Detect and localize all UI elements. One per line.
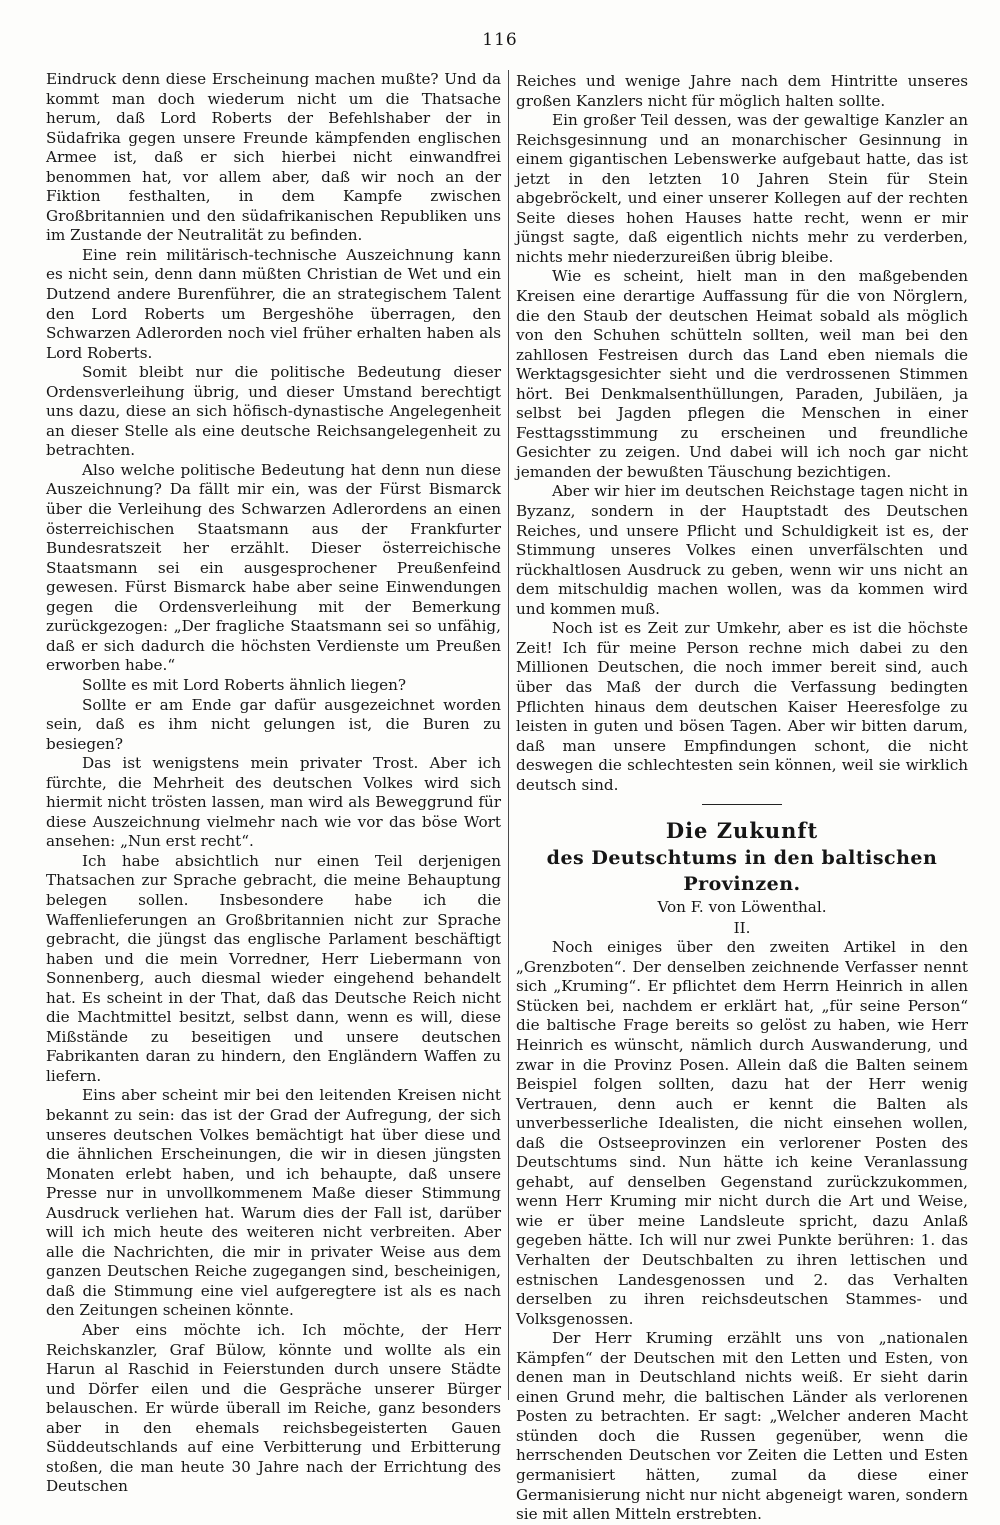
paragraph: Aber eins möchte ich. Ich möchte, der Herr Reichskanzler, Graf Bülow, könnte und wollte als ein Harun al Raschid in Feierstunden durch unsere Städte und Dörfer eilen und die Gespräche unserer Bürger belauschen. Er würde überall im Reiche, ganz besonders aber in den ehemals reichsbegeisterten Gauen Süddeutschlands auf eine Verbitterung und Erbitterung stoßen, die man heute 30 Jahre nach der Errichtung des Deutschen [46,1321,501,1496]
paragraph: Noch ist es Zeit zur Umkehr, aber es ist die höchste Zeit! Ich für meine Person rechne mich dabei zu den Millionen Deutschen, die noch immer bereit sind, auch über das Maß der durch die Verfassung bedingten Pflichten hinaus dem deutschen Kaiser Heeresfolge zu leisten in guten und bösen Tagen. Aber wir bitten darum, daß man unsere Empfindungen schont, die nicht deswegen die schlechtesten sein können, weil sie wirklich deutsch sind. [516,619,968,794]
article-title [516,817,968,897]
paragraph: Sollte er am Ende gar dafür ausgezeichnet worden sein, daß es ihm nicht gelungen ist, die Buren zu besiegen? [46,695,501,753]
paragraph: Reiches und wenige Jahre nach dem Hintritte unseres großen Kanzlers nicht für möglich halten sollte. [516,72,968,110]
article-title-line-2: des Deutschtums in den baltischen Provinzen. [546,847,938,896]
paragraph: Somit bleibt nur die politische Bedeutung dieser Ordensverleihung übrig, und dieser Umstand berechtigt uns dazu, diese an sich höfisch-dynastische Angelegenheit an dieser Stelle als eine deutsche Reichsangelegenheit zu betrachten. [46,363,501,460]
column-rule [508,70,509,1400]
section-number: II. [733,919,751,938]
article-byline: Von F. von Löwenthal. [657,898,827,917]
section-divider [702,804,782,805]
paragraph: Eins aber scheint mir bei den leitenden Kreisen nicht bekannt zu sein: das ist der Grad der Aufregung, der sich unseres deutschen Volkes bemächtigt hat über diese und die ähnlichen Erscheinungen, die wir in diesen jüngsten Monaten erlebt haben, und ich behaupte, daß unsere Presse nur in unvollkommenem Maße dieser Stimmung Ausdruck verliehen hat. Warum dies der Fall ist, darüber will ich mich heute des weiteren nicht verbreiten. Aber alle die Nachrichten, die mir in privater Weise aus dem ganzen Deutschen Reiche zugegangen sind, bescheinigen, daß die Stimmung eine viel aufgeregtere ist als es nach den Zeitungen scheinen könnte. [46,1086,501,1320]
paragraph: Ich habe absichtlich nur einen Teil derjenigen Thatsachen zur Sprache gebracht, die meine Behauptung belegen sollen. Insbesondere habe ich die Waffenlieferungen an Großbritannien nicht zur Sprache gebracht, die jüngst das englische Parlament beschäftigt haben und die mein Vorredner, Herr Liebermann von Sonnenberg, auch diesmal wieder eingehend behandelt hat. Es scheint in der That, daß das Deutsche Reich nicht die Machtmittel besitzt, selbst dann, wenn es will, diese Mißstände zu beseitigen und unsere deutschen Fabrikanten daran zu hindern, den Engländern Waffen zu liefern. [46,851,501,1085]
paragraph: Eine rein militärisch-technische Auszeichnung kann es nicht sein, denn dann müßten Christian de Wet und ein Dutzend andere Burenführer, die an strategischem Talent den Lord Roberts um Bergeshöhe überragen, den Schwarzen Adlerorden noch viel früher erhalten haben als Lord Roberts. [46,245,501,362]
paragraph: Also welche politische Bedeutung hat denn nun diese Auszeichnung? Da fällt mir ein, was der Fürst Bismarck über die Verleihung des Schwarzen Adlerordens an einen österreichischen Staatsmann aus der Frankfurter Bundesratszeit her erzählt. Dieser österreichische Staatsmann sei ein ausgesprochener Preußenfeind gewesen. Fürst Bismarck habe aber seine Einwendungen gegen die Ordensverleihung mit der Bemerkung zurückgezogen: „Der fragliche Staatsmann sei so unfähig, daß er sich dadurch die höchsten Verdienste um Preußen erworben habe.“ [46,460,501,675]
article-title-line-1: Die Zukunft [665,818,819,844]
paragraph: Aber wir hier im deutschen Reichstage tagen nicht in Byzanz, sondern in der Hauptstadt des Deutschen Reiches, und unsere Pflicht und Schuldigkeit ist es, der Stimmung unseres Volkes einen unverfälschten und rückhaltlosen Ausdruck zu geben, wenn wir uns nicht an dem mitschuldig machen wollen, was da kommen wird und kommen muß. [516,482,968,618]
left-column [46,70,501,1496]
paragraph: Noch einiges über den zweiten Artikel in den „Grenzboten“. Der denselben zeichnende Verfasser nennt sich „Kruming“. Er pflichtet dem Herrn Heinrich in allen Stücken bei, nachdem er erklärt hat, „für seine Person“ die baltische Frage bereits so gelöst zu haben, wie Herr Heinrich es wünscht, nämlich durch Auswanderung, und zwar in die Provinz Posen. Allein daß die Balten seinem Beispiel folgen sollten, dazu hat der Herr wenig Vertrauen, denn auch er kennt die Balten als unverbesserliche Idealisten, die nicht einsehen wollen, daß die Ostseeprovinzen ein verlorener Posten des Deutschtums sind. Nun hätte ich keine Veranlassung gehabt, auf denselben Gegenstand zurückzukommen, wenn Herr Kruming mir nicht durch die Art und Weise, wie er über meine Landsleute spricht, dazu Anlaß gegeben hätte. Ich will nur zwei Punkte berühren: 1. das Verhalten der Deutschbalten zu ihren lettischen und estnischen Landesgenossen und 2. das Verhalten derselben zu ihren reichsdeutschen Stammes- und Volksgenossen. [516,938,968,1328]
paragraph: Wie es scheint, hielt man in den maßgebenden Kreisen eine derartige Auffassung für die von Nörglern, die den Staub der deutschen Heimat sobald als möglich von den Schuhen schütteln sollten, weil man bei den zahllosen Festreisen durch das Land eben niemals die Werktagsgesichter sieht und die verdrossenen Stimmen hört. Bei Denkmalsenthüllungen, Paraden, Jubiläen, ja selbst bei Jagden pflegen die Menschen in einer Festtagsstimmung zu erscheinen und freundliche Gesichter zu zeigen. Und dabei will ich noch gar nicht jemanden der bewußten Täuschung bezichtigen. [516,267,968,481]
paragraph: Sollte es mit Lord Roberts ähnlich liegen? [82,675,407,694]
page-number: 116 [482,30,518,50]
right-column [516,72,968,1524]
paragraph: Ein großer Teil dessen, was der gewaltige Kanzler an Reichsgesinnung und an monarchischer Gesinnung in einem gigantischen Lebenswerke aufgebaut hatte, das ist jetzt in den letzten 10 Jahren Stein für Stein abgebröckelt, und einer unserer Kollegen auf der rechten Seite dieses hohen Hauses hatte recht, wenn er mir jüngst sagte, daß eigentlich nichts mehr zu verderben, nichts mehr niederzureißen übrig bleibe. [516,111,968,266]
paragraph: Der Herr Kruming erzählt uns von „nationalen Kämpfen“ der Deutschen mit den Letten und Esten, von denen man in Deutschland nichts weiß. Er sieht darin einen Grund mehr, die baltischen Länder als verlorenen Posten zu betrachten. Er sagt: „Welcher anderen Macht stünden doch die Russen gegenüber, wenn die herrschenden Deutschen vor Zeiten die Letten und Esten germanisiert hätten, zumal da diese einer Germanisierung nicht nur nicht abgeneigt waren, sondern sie mit allen Mitteln erstrebten. [516,1329,968,1524]
paragraph: Das ist wenigstens mein privater Trost. Aber ich fürchte, die Mehrheit des deutschen Volkes wird sich hiermit nicht trösten lassen, man wird als Beweggrund für diese Auszeichnung vielmehr nach wie vor das böse Wort ansehen: „Nun erst recht“. [46,754,501,851]
paragraph: Eindruck denn diese Erscheinung machen mußte? Und da kommt man doch wiederum nicht um die Thatsache herum, daß Lord Roberts der Befehlshaber der in Südafrika gegen unsere Freunde kämpfenden englischen Armee ist, daß er sich hierbei nicht einwandfrei benommen hat, vor allem aber, daß wir noch an der Fiktion festhalten, in dem Kampfe zwischen Großbritannien und den südafrikanischen Republiken uns im Zustande der Neutralität zu befinden. [46,70,501,245]
